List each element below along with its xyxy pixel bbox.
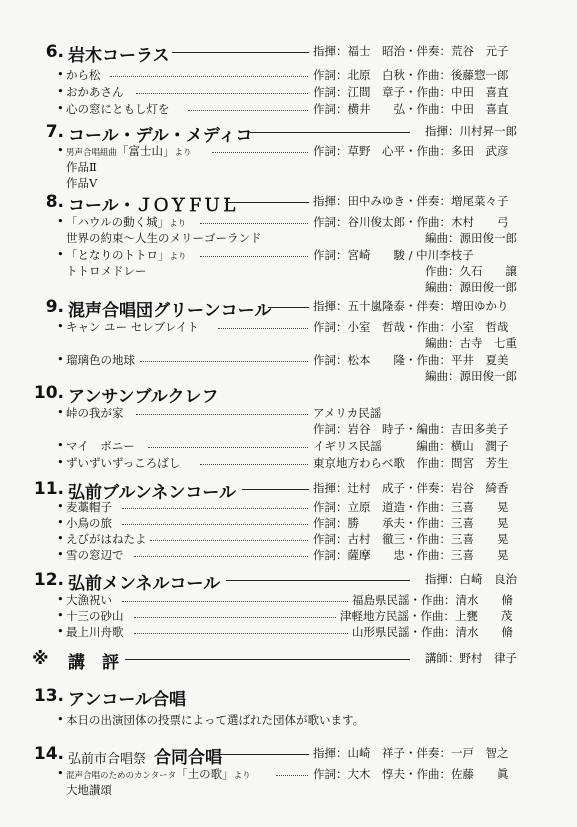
song-title: おかあさん	[66, 85, 124, 99]
section-number: 11.	[33, 479, 64, 499]
program-item	[0, 592, 577, 608]
movement-title: 作品Ⅱ	[66, 160, 97, 174]
program-subitem	[0, 421, 577, 437]
program-item	[0, 101, 577, 117]
song-credit: 作詞：谷川俊太郎・作曲：木村 弓	[313, 215, 509, 229]
leader-dots	[136, 414, 308, 415]
section-header	[0, 122, 577, 144]
bullet-icon: •	[57, 515, 64, 529]
section-number: 6.	[45, 42, 64, 62]
program-subitem	[0, 263, 577, 279]
bullet-icon: •	[57, 531, 64, 545]
song-credit: 作詞：小室 哲哉・作曲：小室 哲哉	[313, 320, 509, 334]
song-title	[66, 214, 186, 230]
conductor-credit: 指揮：山崎 祥子・伴奏：一戸 智之	[313, 746, 509, 760]
song-title: 瑠璃色の地球	[66, 353, 135, 367]
song-credit: イギリス民謡 編曲：横山 潤子	[313, 439, 509, 453]
group-name: アンコール合唱	[68, 690, 186, 710]
program-item	[0, 67, 577, 83]
program-item	[0, 499, 577, 515]
header-rule	[268, 307, 309, 308]
leader-dots	[148, 447, 308, 448]
song-title: トトロメドレー	[66, 264, 147, 278]
header-rule	[242, 489, 309, 490]
bullet-icon: •	[57, 405, 64, 419]
song-title: 心の窓にともし灯を	[66, 102, 170, 116]
song-credit: 編曲：源田俊一郎	[425, 280, 517, 294]
program-item	[0, 438, 577, 454]
song-suffix: より	[233, 771, 251, 781]
song-suffix: より	[169, 252, 187, 262]
song-title: マイ ボニー	[66, 439, 135, 453]
song-credit: 作詞：北原 白秋・作曲：後藤惣一郎	[313, 68, 509, 82]
bullet-icon: •	[57, 766, 64, 780]
group-name: アンサンブルクレフ	[68, 387, 219, 407]
program-item	[0, 712, 577, 728]
leader-dots	[136, 93, 308, 94]
song-credit: 作詞：古村 徹三・作曲：三喜 晃	[313, 532, 509, 546]
program-item	[0, 405, 577, 421]
group-name: コール・デル・メディコ	[68, 126, 253, 146]
song-credit: 作曲：久石 譲	[425, 264, 517, 278]
song-title: 最上川舟歌	[66, 625, 124, 639]
leader-dots	[200, 223, 308, 224]
program-item	[0, 455, 577, 471]
song-credit: 東京地方わらべ歌 作曲：間宮 芳生	[313, 456, 509, 470]
lecturer-credit: 講師：野村 律子	[425, 651, 517, 665]
song-credit: 作詞：宮崎 駿 / 中川李枝子	[313, 248, 474, 262]
section-header	[0, 686, 577, 708]
movement-title: 作品Ⅴ	[66, 176, 98, 190]
program-item	[0, 247, 577, 263]
song-credit: 山形県民謡・作曲：清水 脩	[352, 625, 513, 639]
song-credit: 作詞：大木 惇夫・作曲：佐藤 眞	[313, 767, 509, 781]
section-header	[0, 42, 577, 64]
song-title: 峠の我が家	[66, 406, 124, 420]
bullet-icon: •	[57, 592, 64, 606]
conductor-credit: 指揮：五十嵐隆泰・伴奏：増田ゆかり	[313, 299, 509, 313]
song-title	[66, 766, 251, 782]
leader-dots	[200, 256, 308, 257]
header-rule	[225, 202, 309, 203]
song-name: 「土の歌」	[176, 767, 234, 781]
bullet-icon: •	[57, 319, 64, 333]
program-subitem	[0, 279, 577, 295]
song-title: 十三の砂山	[66, 609, 124, 623]
song-credit: 編曲：源田俊一郎	[425, 369, 517, 383]
section-number: 8.	[45, 192, 64, 212]
bullet-icon: •	[57, 143, 64, 157]
song-title	[66, 247, 187, 263]
song-title: キャン ユー セレブレイト	[66, 320, 199, 334]
leader-dots	[188, 110, 308, 111]
song-credit: 作詞：江間 章子・作曲：中田 喜直	[313, 85, 509, 99]
conductor-credit: 指揮：川村昇一郎	[425, 124, 517, 138]
song-credit: 作詞：岩谷 時子・編曲：吉田多美子	[313, 422, 509, 436]
bullet-icon: •	[57, 438, 64, 452]
header-rule	[226, 580, 410, 581]
conductor-credit: 指揮：田中みゆき・伴奏：増尾菜々子	[313, 194, 509, 208]
program-item	[0, 515, 577, 531]
program-subitem	[0, 159, 577, 175]
leader-dots	[276, 775, 308, 776]
section-number: ※	[32, 649, 49, 669]
song-prefix: 男声合唱組曲	[66, 148, 118, 158]
section-number: 9.	[45, 297, 64, 317]
song-credit: 作詞：松本 隆・作曲：平井 夏美	[313, 353, 509, 367]
bullet-icon: •	[57, 247, 64, 261]
program-item	[0, 143, 577, 159]
group-name: コール・ＪＯＹＦＵＬ	[68, 196, 238, 216]
section-header	[0, 297, 577, 319]
group-title: 合同合唱	[154, 748, 223, 768]
section-header	[0, 570, 577, 592]
leader-dots	[134, 617, 336, 618]
bullet-icon: •	[57, 624, 64, 638]
program-item	[0, 608, 577, 624]
section-number: 13.	[33, 686, 64, 706]
program-item	[0, 547, 577, 563]
leader-dots	[140, 361, 308, 362]
program-item	[0, 319, 577, 335]
song-title: えびがはねたよ	[66, 532, 147, 546]
song-title: 麦藁帽子	[66, 500, 112, 514]
song-name: 「ハウルの動く城」	[66, 215, 170, 229]
movement-title: 大地讃頌	[66, 783, 112, 797]
program-item	[0, 531, 577, 547]
song-title: 大漁祝い	[66, 593, 112, 607]
group-name: 混声合唱団グリーンコール	[68, 301, 272, 321]
song-credit: 作詞：草野 心平・作曲：多田 武彦	[313, 144, 509, 158]
bullet-icon: •	[57, 352, 64, 366]
song-prefix: 混声合唱のためのカンタータ	[66, 771, 177, 781]
song-title	[66, 143, 192, 159]
header-rule	[125, 659, 410, 660]
program-subitem	[0, 230, 577, 246]
song-title: 小鳥の旅	[66, 516, 112, 530]
song-credit: 作詞：横井 弘・作曲：中田 喜直	[313, 102, 509, 116]
bullet-icon: •	[57, 67, 64, 81]
bullet-icon: •	[57, 499, 64, 513]
leader-dots	[134, 556, 308, 557]
song-suffix: より	[169, 219, 187, 229]
section-header	[0, 744, 577, 766]
event-prefix: 弘前市合唱祭	[68, 752, 147, 767]
program-item	[0, 214, 577, 230]
bullet-icon: •	[57, 712, 64, 726]
header-rule	[220, 754, 309, 755]
program-item	[0, 624, 577, 640]
leader-dots	[218, 328, 308, 329]
conductor-credit: 指揮：辻村 成子・伴奏：岩谷 綺香	[313, 481, 509, 495]
leader-dots	[212, 152, 308, 153]
group-name: 岩木コーラス	[68, 46, 170, 66]
song-name: 「となりのトトロ」	[66, 248, 170, 262]
bullet-icon: •	[57, 101, 64, 115]
header-rule	[172, 52, 309, 53]
program-item	[0, 84, 577, 100]
conductor-credit: 指揮：白崎 良治	[425, 572, 517, 586]
bullet-icon: •	[57, 455, 64, 469]
section-header	[0, 192, 577, 214]
group-name: 講 評	[68, 653, 119, 673]
song-credit: 作詞：勝 承夫・作曲：三喜 晃	[313, 516, 509, 530]
section-header	[0, 383, 577, 405]
song-title: 世界の約束～人生のメリーゴーランド	[66, 231, 262, 245]
song-credit: 津軽地方民謡・作曲：上甕 茂	[340, 609, 513, 623]
note-text: 本日の出演団体の投票によって選ばれた団体が歌います。	[66, 713, 365, 727]
song-name: 「富士山」	[117, 144, 175, 158]
song-credit: 編曲：古寺 七重	[425, 336, 517, 350]
song-credit: 作詞：立原 道造・作曲：三喜 晃	[313, 500, 509, 514]
program-subitem	[0, 335, 577, 351]
leader-dots	[134, 633, 348, 634]
song-title: から松	[66, 68, 101, 82]
leader-dots	[122, 601, 348, 602]
section-header	[0, 479, 577, 501]
leader-dots	[122, 508, 308, 509]
section-number: 10.	[33, 383, 64, 403]
group-name: 弘前メンネルコール	[68, 574, 221, 594]
conductor-credit: 指揮：福士 昭治・伴奏：荒谷 元子	[313, 44, 509, 58]
program-subitem	[0, 782, 577, 798]
song-credit: 作詞：薩摩 忠・作曲：三喜 晃	[313, 548, 509, 562]
song-credit: 福島県民謡・作曲：清水 脩	[352, 593, 513, 607]
group-name: 弘前ブルンネンコール	[68, 483, 237, 503]
program-item	[0, 352, 577, 368]
song-credit: 編曲：源田俊一郎	[425, 231, 517, 245]
song-suffix: より	[174, 148, 192, 158]
section-header	[0, 649, 577, 671]
section-number: 12.	[33, 570, 64, 590]
program-item	[0, 766, 577, 782]
leader-dots	[150, 540, 308, 541]
bullet-icon: •	[57, 84, 64, 98]
leader-dots	[110, 76, 308, 77]
song-title: ずいずいずっころばし	[66, 456, 181, 470]
song-title: 雪の窓辺で	[66, 548, 124, 562]
section-number: 7.	[45, 122, 64, 142]
section-number: 14.	[33, 744, 64, 764]
bullet-icon: •	[57, 547, 64, 561]
header-rule	[250, 132, 410, 133]
leader-dots	[122, 524, 308, 525]
group-name	[68, 743, 222, 768]
leader-dots	[200, 464, 308, 465]
song-credit: アメリカ民謡	[313, 406, 382, 420]
bullet-icon: •	[57, 608, 64, 622]
bullet-icon: •	[57, 214, 64, 228]
program-subitem	[0, 175, 577, 191]
